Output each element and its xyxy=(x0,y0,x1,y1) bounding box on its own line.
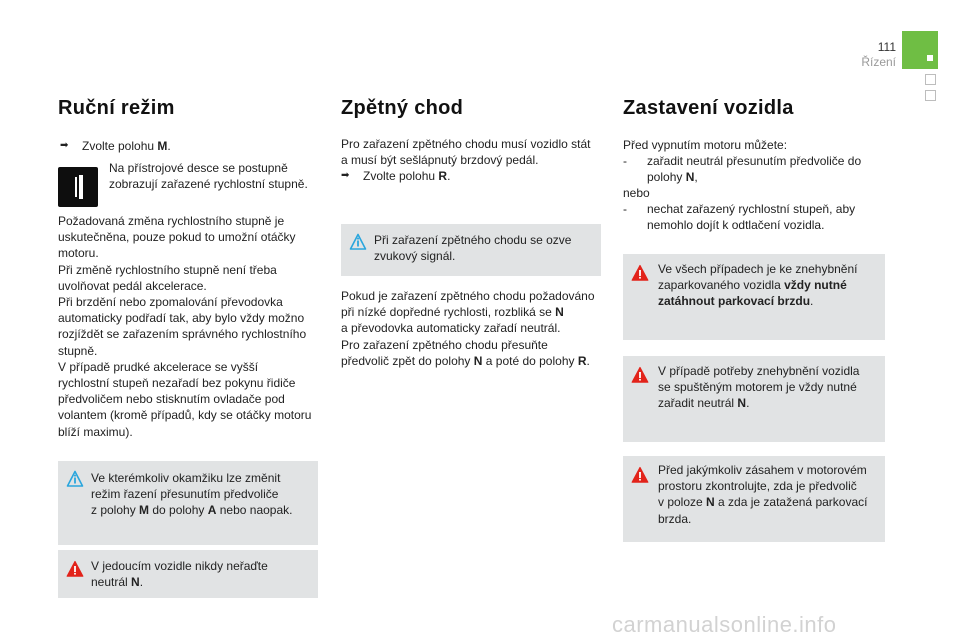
section-title-stopping: Zastavení vozidla xyxy=(623,97,794,119)
warning-icon xyxy=(631,366,649,384)
gear-display-image xyxy=(58,167,98,207)
info-box-reverse-signal: Při zařazení zpětného chodu se ozve zvukový signál. xyxy=(341,224,601,276)
warning-icon xyxy=(631,466,649,484)
watermark: carmanualsonline.info xyxy=(612,612,837,637)
page-number: 111 xyxy=(877,40,896,54)
info-icon xyxy=(349,233,367,251)
reverse-body: Pokud je zařazení zpětného chodu požadováno při nízké dopředné rychlosti, rozbliká se N a převodovka automaticky zařadí neutrál. Pro zařazení zpětného chodu přesuňte předvolič zpět do polohy N a poté do polohy R. xyxy=(341,289,595,368)
warning-box-engine-bay: Před jakýmkoliv zásahem v motorovém prostoru zkontrolujte, zda je předvolič v poloze N a zda je zatažená parkovací brzda. xyxy=(623,456,885,542)
warning-box-engine-running: V případě potřeby znehybnění vozidla se spuštěným motorem je vždy nutné zařadit neutrál N. xyxy=(623,356,885,442)
section-label: Řízení xyxy=(861,55,896,69)
chapter-tab-active[interactable] xyxy=(902,31,938,69)
chapter-tab[interactable] xyxy=(925,90,936,101)
arrow-bullet-icon: ➡ xyxy=(341,170,350,181)
section-title-reverse: Zpětný chod xyxy=(341,97,464,119)
info-icon xyxy=(66,470,84,488)
warning-icon xyxy=(631,264,649,282)
stopping-intro: Před vypnutím motoru můžete: xyxy=(623,138,788,152)
warning-box-neutral: V jedoucím vozidle nikdy neřaďte neutrál N. xyxy=(58,550,318,598)
list-item: - zařadit neutrál přesunutím předvoliče do polohy N, xyxy=(623,154,862,185)
list-item: - nechat zařazený rychlostní stupeň, aby nemohlo dojít k odtlačení vozidla. xyxy=(623,202,856,233)
tab-marker-icon xyxy=(927,55,933,61)
reverse-intro: Pro zařazení zpětného chodu musí vozidlo stát a musí být sešlápnutý brzdový pedál. xyxy=(341,137,591,168)
warning-icon xyxy=(66,560,84,578)
or-separator: nebo xyxy=(623,186,650,200)
manual-mode-body: Požadovaná změna rychlostního stupně je uskutečněna, pouze pokud to umožní otáčky motoru. Při změně rychlostního stupně není třeba uvolňovat pedál akcelerace. Při brzdění nebo zpomalování převodovka automaticky podřadí tak, aby bylo vždy možno rozjíždět se zařazením správného rychlostního stupně. V případě prudké akcelerace se vyšší rychlostní stupeň nezařadí bez pokynu řidiče předvoličem nebo stisknutím ovladače pod volantem (kromě případů, kdy se otáčky motoru blíží maximu). xyxy=(58,214,312,439)
section-title-manual-mode: Ruční režim xyxy=(58,97,175,119)
arrow-bullet-icon: ➡ xyxy=(60,140,69,151)
display-description: Na přístrojové desce se postupně zobrazují zařazené rychlostní stupně. xyxy=(109,161,308,192)
info-box-mode-change: Ve kterémkoliv okamžiku lze změnit režim řazení přesunutím předvoliče z polohy M do polohy A nebo naopak. xyxy=(58,461,318,545)
chapter-tab[interactable] xyxy=(925,74,936,85)
warning-box-parking-brake: Ve všech případech je ke znehybnění zaparkovaného vozidla vždy nutné zatáhnout parkovací brzdu. xyxy=(623,254,885,340)
